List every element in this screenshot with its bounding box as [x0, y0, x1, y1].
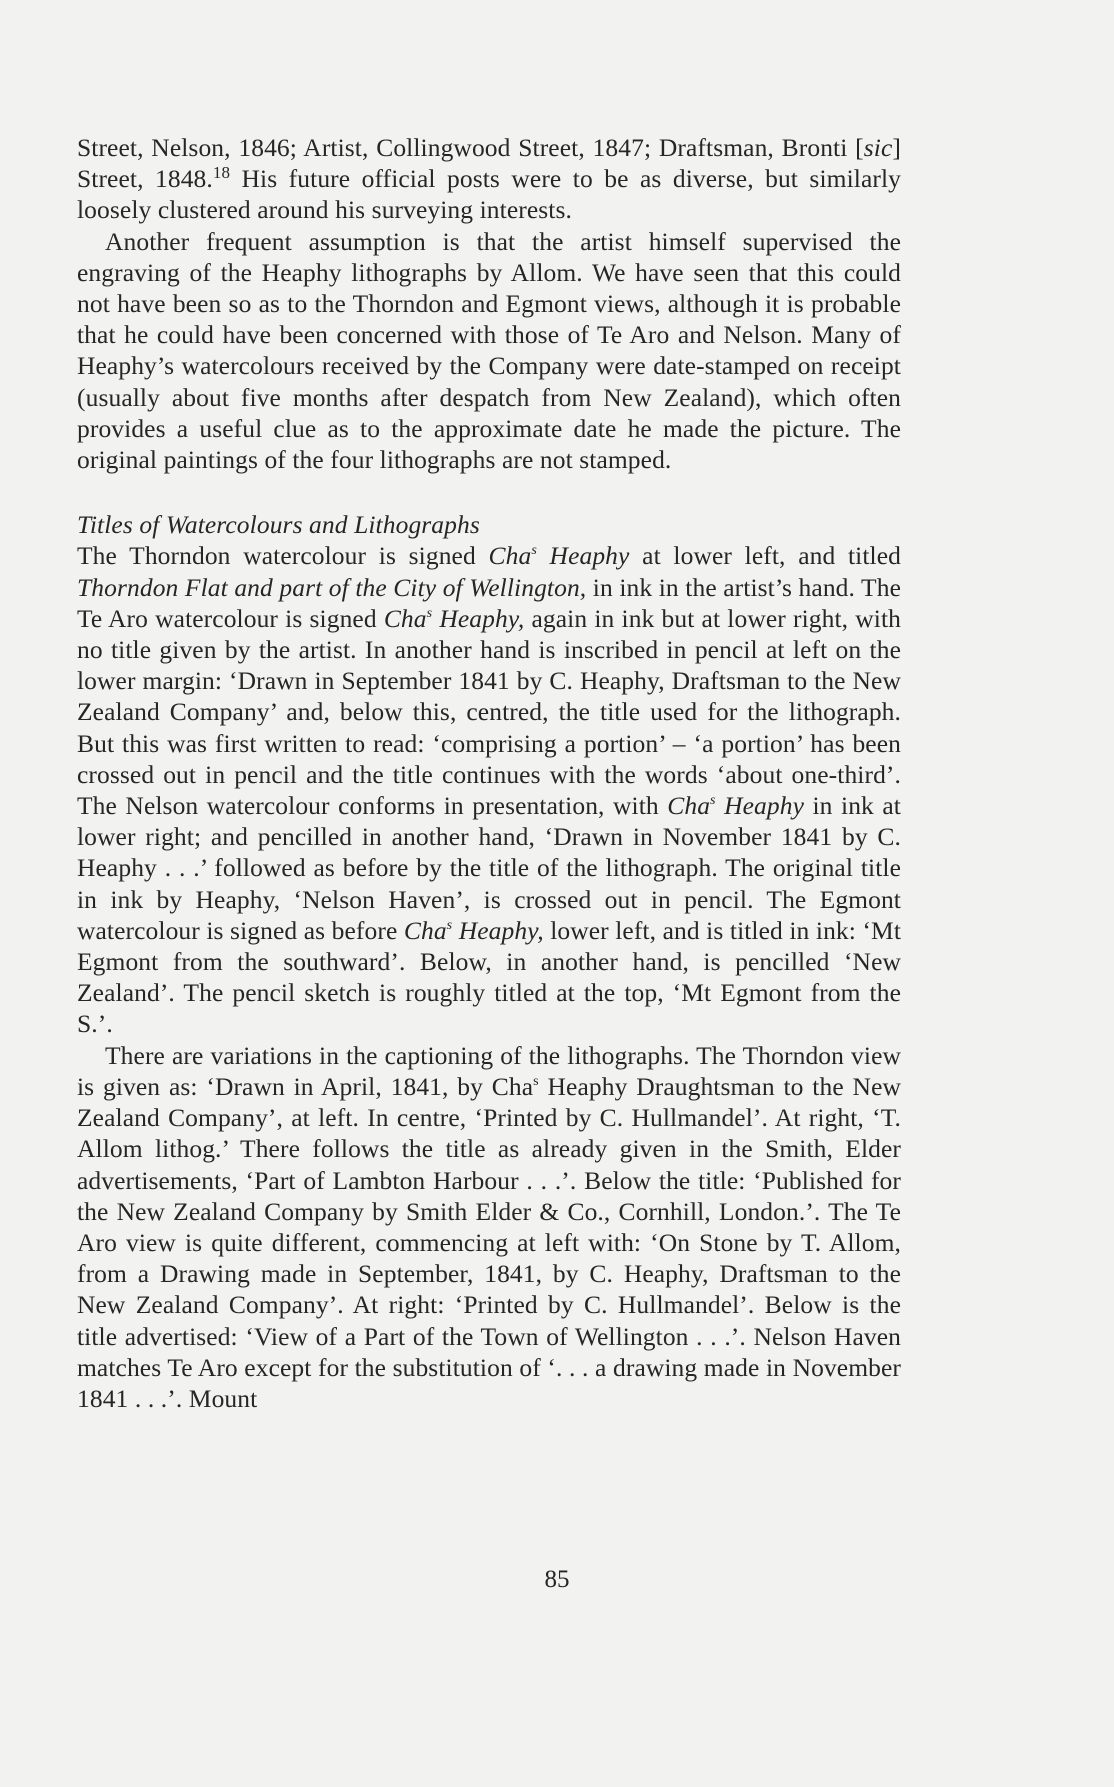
paragraph-3-text-a: The Thorndon watercolour is signed	[77, 541, 489, 571]
paragraph-4	[77, 1040, 901, 1414]
signature-4-heaphy: Heaphy,	[452, 915, 544, 945]
paragraph-3-text-b: at lower left, and titled	[629, 541, 901, 571]
page-number: 85	[544, 1566, 570, 1593]
footnote-marker: 18	[212, 163, 231, 183]
paragraph-3-text-e: in ink at lower right; and pencilled in another hand, ‘Drawn in November 1841 by C. Heaphy . . .’ followed as before by the title of the lithograph. The original title in ink by Heaphy, ‘Nelson Haven’, is crossed out in pencil. The Egmont watercolour is signed as before	[77, 791, 901, 945]
body-text	[77, 132, 901, 1414]
watercolour-title: Thorndon Flat and part of the City of Wellington,	[77, 572, 587, 602]
paragraph-3-text-c: in ink in the artist’s hand. The Te Aro watercolour is signed	[77, 572, 901, 633]
signature-4-superscript: s	[446, 917, 453, 933]
paragraph-4-text-b: Heaphy Draughtsman to the New Zealand Company’, at left. In centre, ‘Printed by C. Hullmandel’. At right, ‘T. Allom lithog.’ There follows the title as already given in the Smith, Elder advertisements, ‘Part of Lambton Harbour . . .’. Below the title: ‘Published for the New Zealand Company by Smith Elder & Co., Cornhill, London.’. The Te Aro view is quite different, commencing at left with: ‘On Stone by T. Allom, from a Drawing made in September, 1841, by C. Heaphy, Draftsman to the New Zealand Company’. At right: ‘Printed by C. Hullmandel’. Below is the title advertised: ‘View of a Part of the Town of Wellington . . .’. Nelson Haven matches Te Aro except for the substitution of ‘. . . a drawing made in November 1841 . . .’. Mount	[77, 1071, 902, 1413]
signature-1-cha: Cha	[488, 541, 532, 571]
signature-2-cha: Cha	[383, 603, 427, 633]
paragraph-1-text-b: ] Street, 1848.	[77, 133, 901, 194]
signature-3-cha: Cha	[667, 791, 711, 821]
signature-1	[489, 541, 630, 570]
paragraph-3-text-d: again in ink but at lower right, with no title given by the artist. In another hand is inscribed in pencil at left on the lower margin: ‘Drawn in September 1841 by C. Heaphy, Draftsman to the New Zealand Company’ and, below this, centred, the title used for the lithograph. But this was first written to read: ‘comprising a portion’ – ‘a portion’ has been crossed out in pencil and the title continues with the words ‘about one-third’. The Nelson watercolour conforms in presentation, with	[77, 603, 902, 821]
paragraph-2: Another frequent assumption is that the artist himself supervised the engraving of the Heaphy lithographs by Allom. We have seen that this could not have been so as to the Thorndon and Egmont views, although it is probable that he could have been concerned with those of Te Aro and Nelson. Many of Heaphy’s watercolours received by the Company were date-stamped on receipt (usually about five months after despatch from New Zealand), which often provides a useful clue as to the approximate date he made the picture. The original paintings of the four lithographs are not stamped.	[77, 226, 901, 475]
sic-annotation: sic	[863, 133, 893, 162]
paragraph-1-text-c: His future official posts were to be as diverse, but similarly loosely clustered around his surveying interests.	[77, 164, 901, 225]
paragraph-1-text-a: Street, Nelson, 1846; Artist, Collingwood Street, 1847; Draftsman, Bronti [	[77, 133, 864, 162]
paragraph-4-text-a: There are variations in the captioning of the lithographs. The Thorndon view is given as: ‘Drawn in April, 1841, by Cha	[77, 1040, 901, 1101]
paragraph-4-superscript: s	[533, 1073, 539, 1089]
section-heading: Titles of Watercolours and Lithographs	[77, 510, 480, 540]
signature-4	[404, 916, 544, 945]
signature-3-superscript: s	[710, 793, 716, 809]
signature-4-cha: Cha	[403, 915, 447, 945]
signature-2-superscript: s	[426, 605, 433, 621]
signature-1-superscript: s	[531, 543, 537, 559]
signature-2	[384, 604, 525, 633]
signature-3-heaphy: Heaphy	[715, 791, 804, 821]
signature-3	[667, 791, 804, 820]
signature-1-heaphy: Heaphy	[536, 541, 630, 571]
signature-2-heaphy: Heaphy,	[432, 603, 525, 633]
paragraph-1	[77, 132, 901, 226]
paragraph-3-text-f: lower left, and is titled in ink: ‘Mt Egmont from the southward’. Below, in another hand, is pencilled ‘New Zealand’. The pencil sketch is roughly titled at the top, ‘Mt Egmont from the S.’.	[77, 915, 902, 1039]
paragraph-3	[77, 540, 901, 1039]
